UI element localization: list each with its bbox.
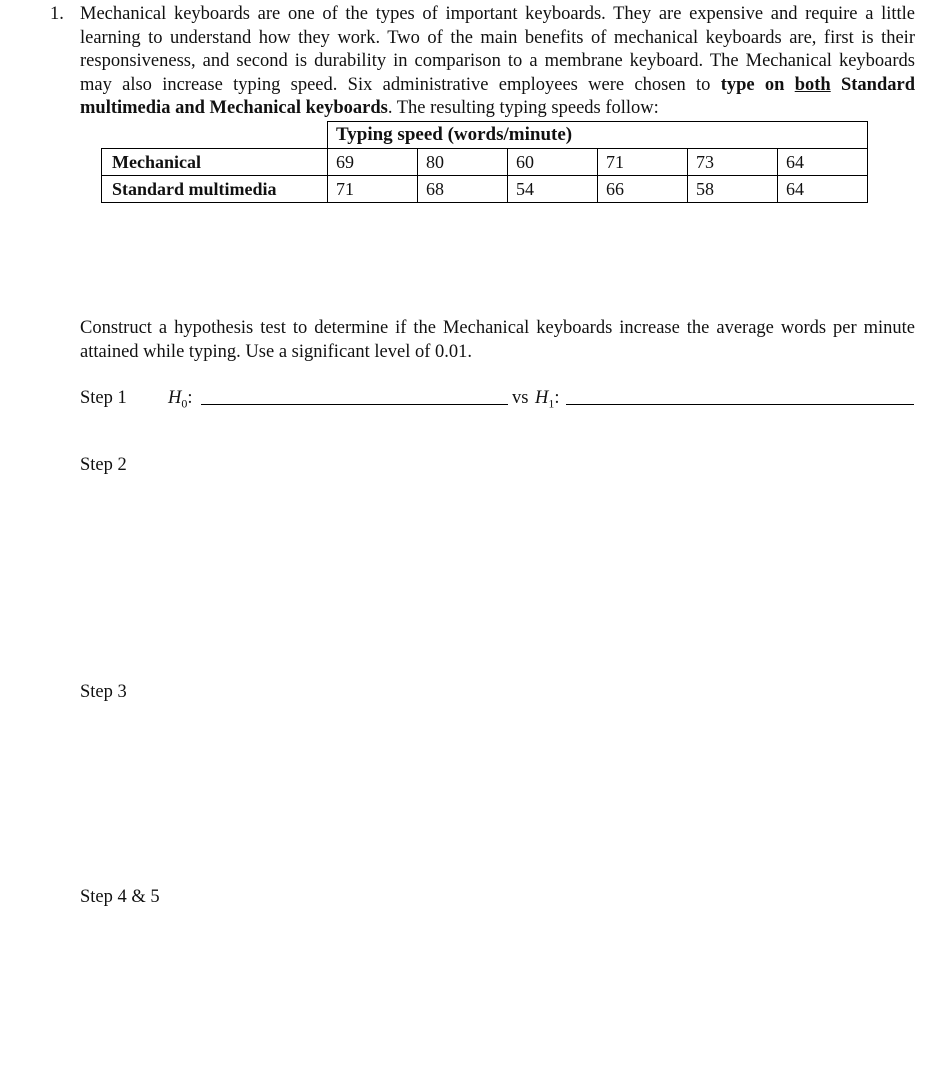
table-cell: 58 bbox=[688, 176, 778, 203]
emphasis-keyboards: Standard multimedia and Mechanical keyboards bbox=[80, 74, 916, 118]
emphasis-type-on: type on bbox=[720, 74, 785, 95]
question-intro: Mechanical keyboards are one of the types of important keyboards. They are expensive and require a little learning to understand how they work. Two of the main benefits of mechanical keyboards are, first is their responsiveness, and second is durability in comparison to a membrane keyboard. The Mechanical keyboards may also increase typing speed. Six administrative employees were chosen to bbox=[80, 4, 915, 95]
table-cell: 71 bbox=[598, 149, 688, 176]
step-2-label: Step 2 bbox=[80, 455, 127, 475]
instruction-text: Construct a hypothesis test to determine if the Mechanical keyboards increase the average words per minute attained while typing. Use a significant level of 0.01. bbox=[80, 318, 915, 362]
h1-label: $H_1$: bbox=[535, 388, 560, 411]
question-text bbox=[80, 3, 915, 121]
h0-answer-line[interactable] bbox=[201, 386, 508, 405]
vs-label: vs bbox=[512, 388, 529, 408]
table-row bbox=[102, 176, 868, 203]
table-header: Typing speed (words/minute) bbox=[328, 122, 868, 149]
step-1-label: Step 1 bbox=[80, 388, 127, 408]
table-cell: 60 bbox=[508, 149, 598, 176]
step-3-label: Step 3 bbox=[80, 682, 127, 702]
h0-label: $H_0$: bbox=[168, 388, 193, 411]
table-cell: 64 bbox=[778, 176, 868, 203]
h1-answer-line[interactable] bbox=[566, 386, 914, 405]
step-1 bbox=[80, 386, 915, 410]
table-header-row bbox=[102, 122, 868, 149]
table-corner-cell bbox=[102, 122, 328, 149]
typing-speed-table bbox=[101, 121, 868, 203]
question-number: 1. bbox=[50, 4, 64, 24]
table-cell: 68 bbox=[418, 176, 508, 203]
table-cell: 69 bbox=[328, 149, 418, 176]
table-cell: 64 bbox=[778, 149, 868, 176]
row-label-mechanical: Mechanical bbox=[102, 149, 328, 176]
table-cell: 73 bbox=[688, 149, 778, 176]
question-outro: . The resulting typing speeds follow: bbox=[387, 98, 659, 118]
table-cell: 80 bbox=[418, 149, 508, 176]
step-4-5-label: Step 4 & 5 bbox=[80, 887, 160, 907]
table-cell: 54 bbox=[508, 176, 598, 203]
row-label-standard-multimedia: Standard multimedia bbox=[102, 176, 328, 203]
table-cell: 66 bbox=[598, 176, 688, 203]
table-cell: 71 bbox=[328, 176, 418, 203]
emphasis-both: both bbox=[794, 74, 831, 95]
table-row bbox=[102, 149, 868, 176]
